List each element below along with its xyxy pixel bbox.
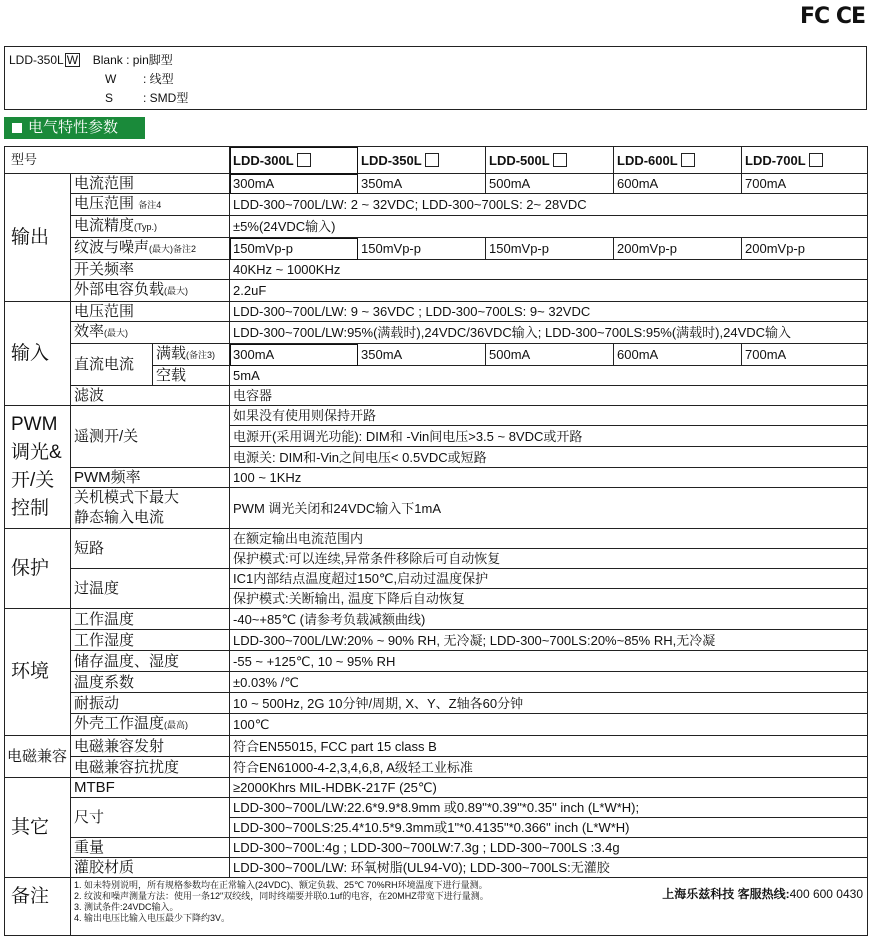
cell-value: 350mA xyxy=(358,344,486,366)
note-line: 2. 纹波和噪声测量方法：使用一条12"双绞线，同时终端要并联0.1uf的电容，在20MHZ带宽下进行量测。 xyxy=(74,891,489,901)
checkbox-icon xyxy=(809,153,823,167)
row-label: 过温度 xyxy=(71,569,230,609)
row-label: 外部电容负载(最大) xyxy=(71,280,230,302)
cell-value: LDD-300~700L:4g ; LDD-300~700LW:7.3g ; LDD-300~700LS :3.4g xyxy=(230,838,868,858)
cell-value: -55 ~ +125℃, 10 ~ 95% RH xyxy=(230,651,868,672)
group-notes: 备注 xyxy=(5,878,71,936)
row-label: 遥测开/关 xyxy=(71,406,230,468)
group-emc: 电磁兼容 xyxy=(5,736,71,778)
header-label: 型号 xyxy=(5,147,230,174)
row-label: 工作湿度 xyxy=(71,630,230,651)
row-label: 电流范围 xyxy=(71,174,230,194)
row-label: 电压范围 xyxy=(71,302,230,322)
row-label: PWM频率 xyxy=(71,468,230,488)
cell-value: 在额定输出电流范围内 xyxy=(230,529,868,549)
cell-value: 符合EN55015, FCC part 15 class B xyxy=(230,736,868,757)
checkbox-icon xyxy=(425,153,439,167)
cell-value: PWM 调光关闭和24VDC输入下1mA xyxy=(230,488,868,529)
row-label: MTBF xyxy=(71,778,230,798)
cell-value: 300mA xyxy=(230,344,358,366)
cell-value: 电源关: DIM和-Vin之间电压< 0.5VDC或短路 xyxy=(230,447,868,468)
option-desc: : 线型 xyxy=(143,72,174,86)
cell-value: LDD-300~700L/LW:95%(满载时),24VDC/36VDC输入; LDD-300~700LS:95%(满载时),24VDC输入 xyxy=(230,322,868,344)
sub-label: 满载(备注3) xyxy=(153,344,230,366)
group-output: 输出 xyxy=(5,174,71,302)
checkbox-icon xyxy=(681,153,695,167)
cell-value: 10 ~ 500Hz, 2G 10分钟/周期, X、Y、Z轴各60分钟 xyxy=(230,693,868,714)
cell-value: 500mA xyxy=(486,174,614,194)
cell-value: 150mVp-p xyxy=(230,238,358,260)
cell-value: IC1内部结点温度超过150℃,启动过温度保护 xyxy=(230,569,868,589)
row-label: 关机模式下最大 静态输入电流 xyxy=(71,488,230,529)
row-label: 电流精度(Typ.) xyxy=(71,216,230,238)
model-prefix: LDD-350L xyxy=(9,53,64,67)
row-label: 纹波与噪声(最大)备注2 xyxy=(71,238,230,260)
row-label: 温度系数 xyxy=(71,672,230,693)
ordering-info-box xyxy=(4,46,867,110)
checkbox-icon xyxy=(553,153,567,167)
hotline-label: 客服热线: xyxy=(737,887,790,901)
cell-value: 电源开(采用调光功能): DIM和 -Vin间电压>3.5 ~ 8VDC或开路 xyxy=(230,426,868,447)
note-line: 4. 输出电压比输入电压最少下降约3V。 xyxy=(74,913,231,923)
cell-value: 100℃ xyxy=(230,714,868,736)
row-label: 尺寸 xyxy=(71,798,230,838)
model-col: LDD-500L xyxy=(486,147,614,174)
note-line: 3. 测试条件:24VDC输入。 xyxy=(74,902,179,912)
cell-value: 700mA xyxy=(742,344,868,366)
row-label: 灌胶材质 xyxy=(71,858,230,878)
spec-table xyxy=(4,146,868,936)
cell-value: 如果没有使用则保持开路 xyxy=(230,406,868,426)
checkbox-icon xyxy=(297,153,311,167)
cell-value: 600mA xyxy=(614,174,742,194)
cell-value: LDD-300~700L/LW:22.6*9.9*8.9mm 或0.89"*0.39"*0.35" inch (L*W*H); xyxy=(230,798,868,818)
row-label: 效率(最大) xyxy=(71,322,230,344)
group-environment: 环境 xyxy=(5,609,71,736)
cell-value: LDD-300~700L/LW: 2 ~ 32VDC; LDD-300~700LS: 2~ 28VDC xyxy=(230,194,868,216)
cell-value: 40KHz ~ 1000KHz xyxy=(230,260,868,280)
group-protection: 保护 xyxy=(5,529,71,609)
cell-value: 100 ~ 1KHz xyxy=(230,468,868,488)
row-label: 外壳工作温度(最高) xyxy=(71,714,230,736)
row-label: 电压范围 备注4 xyxy=(71,194,230,216)
row-label: 电磁兼容发射 xyxy=(71,736,230,757)
cell-value: LDD-300~700L/LW: 9 ~ 36VDC ; LDD-300~700LS: 9~ 32VDC xyxy=(230,302,868,322)
company-name: 上海乐兹科技 xyxy=(662,887,735,901)
option-code: W xyxy=(105,72,117,86)
cell-value: 600mA xyxy=(614,344,742,366)
cell-value: 150mVp-p xyxy=(486,238,614,260)
model-col: LDD-350L xyxy=(358,147,486,174)
cell-value: 350mA xyxy=(358,174,486,194)
row-label: 直流电流 xyxy=(71,344,153,386)
square-bullet-icon xyxy=(12,123,22,133)
cell-value: ≥2000Khrs MIL-HDBK-217F (25℃) xyxy=(230,778,868,798)
cell-value: 5mA xyxy=(230,366,868,386)
cell-value: 150mVp-p xyxy=(358,238,486,260)
row-label: 开关频率 xyxy=(71,260,230,280)
model-col: LDD-300L xyxy=(230,147,358,174)
cell-value: -40~+85℃ (请参考负载减额曲线) xyxy=(230,609,868,630)
group-input: 输入 xyxy=(5,302,71,406)
model-col: LDD-600L xyxy=(614,147,742,174)
cell-value: ±5%(24VDC输入) xyxy=(230,216,868,238)
hotline-number: 400 600 0430 xyxy=(789,887,863,901)
cell-value: 2.2uF xyxy=(230,280,868,302)
cell-value: 保护模式:关断输出, 温度下降后自动恢复 xyxy=(230,589,868,609)
row-label: 滤波 xyxy=(71,386,230,406)
cell-value: 300mA xyxy=(230,174,358,194)
cell-value: 500mA xyxy=(486,344,614,366)
cell-value: 保护模式:可以连续,异常条件移除后可自动恢复 xyxy=(230,549,868,569)
section-title-text: 电气特性参数 xyxy=(28,119,119,136)
option-code: S xyxy=(105,91,114,105)
cell-value: 700mA xyxy=(742,174,868,194)
cell-value: 符合EN61000-4-2,3,4,6,8, A级轻工业标准 xyxy=(230,757,868,778)
row-label: 电磁兼容抗扰度 xyxy=(71,757,230,778)
row-label: 短路 xyxy=(71,529,230,569)
cell-value: LDD-300~700LS:25.4*10.5*9.3mm或1"*0.4135"*0.366" inch (L*W*H) xyxy=(230,818,868,838)
row-label: 储存温度、湿度 xyxy=(71,651,230,672)
group-pwm: PWM 调光& 开/关 控制 xyxy=(5,406,71,529)
sub-label: 空载 xyxy=(153,366,230,386)
option-desc: : SMD型 xyxy=(143,91,189,105)
note-line: 1. 如未特别说明，所有规格参数均在正常输入(24VDC)、额定负载、25℃ 70%RH环境温度下进行量测。 xyxy=(74,880,488,890)
group-others: 其它 xyxy=(5,778,71,878)
cell-value: ±0.03% /℃ xyxy=(230,672,868,693)
cell-value: 200mVp-p xyxy=(614,238,742,260)
cell-value: LDD-300~700L/LW:20% ~ 90% RH, 无冷凝; LDD-300~700LS:20%~85% RH,无冷凝 xyxy=(230,630,868,651)
model-col: LDD-700L xyxy=(742,147,868,174)
option-code: Blank xyxy=(92,53,123,67)
certification-logos: FC CE xyxy=(799,4,865,29)
section-title xyxy=(4,117,145,139)
option-box: W xyxy=(66,53,79,67)
cell-value: 电容器 xyxy=(230,386,868,406)
company-hotline xyxy=(662,885,863,902)
row-label: 耐振动 xyxy=(71,693,230,714)
row-label: 重量 xyxy=(71,838,230,858)
row-label: 工作温度 xyxy=(71,609,230,630)
cell-value: 200mVp-p xyxy=(742,238,868,260)
option-desc: : pin脚型 xyxy=(126,53,173,67)
cell-value: LDD-300~700L/LW: 环氧树脂(UL94-V0); LDD-300~700LS:无灌胶 xyxy=(230,858,868,878)
